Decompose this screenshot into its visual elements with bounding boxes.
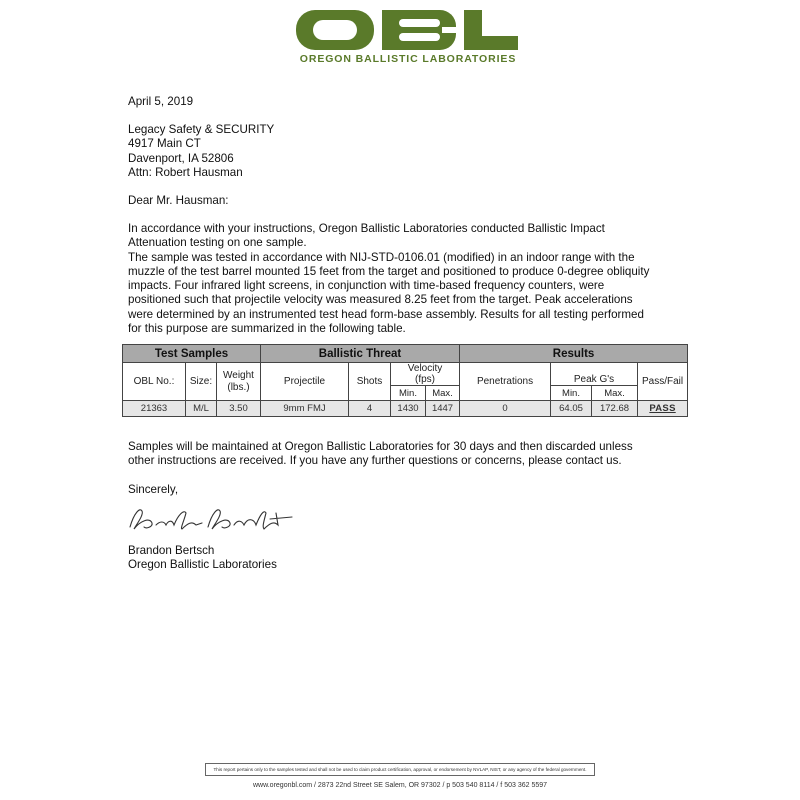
signer-organization: Oregon Ballistic Laboratories <box>128 558 277 572</box>
cell-size: M/L <box>186 401 217 417</box>
cell-velocity-max: 1447 <box>426 401 460 417</box>
header-size: Size: <box>186 363 217 401</box>
body-line: positioned such that projectile velocity was measured 8.25 feet from the target. Peak accelerations <box>128 293 633 307</box>
group-test-samples: Test Samples <box>123 345 261 363</box>
cell-projectile: 9mm FMJ <box>261 401 349 417</box>
cell-penetrations: 0 <box>460 401 551 417</box>
handwritten-signature <box>126 503 298 535</box>
closing-line: other instructions are received. If you have any further questions or concerns, please contact us. <box>128 454 622 468</box>
cell-obl-no: 21363 <box>123 401 186 417</box>
group-results: Results <box>460 345 688 363</box>
body-line: impacts. Four infrared light screens, in conjunction with time-based frequency counters, were <box>128 279 605 293</box>
body-line: for this purpose are summarized in the following table. <box>128 322 406 336</box>
body-line: In accordance with your instructions, Oregon Ballistic Laboratories conducted Ballistic Impact <box>128 222 605 235</box>
header-velocity-min: Min. <box>391 386 426 401</box>
header-penetrations: Penetrations <box>460 363 551 401</box>
salutation: Dear Mr. Hausman: <box>128 194 229 207</box>
header-projectile: Projectile <box>261 363 349 401</box>
header-g-max: Max. <box>592 386 638 401</box>
cell-g-max: 172.68 <box>592 401 638 417</box>
recipient-company: Legacy Safety & SECURITY <box>128 123 275 136</box>
footer-disclaimer: This report pertains only to the samples tested and shall not be used to claim product certification, approval, or endorsement by NVLAP, NIST, or any agency of the federal government. <box>205 763 595 776</box>
signer-block <box>128 544 277 573</box>
recipient-street: 4917 Main CT <box>128 137 201 151</box>
obl-logo-mark <box>296 8 518 56</box>
header-g-min: Min. <box>551 386 592 401</box>
closing-paragraph <box>128 440 633 469</box>
cell-result-pass: PASS <box>638 401 688 417</box>
body-line: The sample was tested in accordance with NIJ-STD-0106.01 (modified) in an indoor range with the <box>128 250 635 264</box>
cell-velocity-min: 1430 <box>391 401 426 417</box>
logo-company-name: OREGON BALLISTIC LABORATORIES <box>299 53 517 65</box>
group-ballistic-threat: Ballistic Threat <box>261 345 460 363</box>
results-table <box>122 344 688 417</box>
cell-weight: 3.50 <box>217 401 261 417</box>
cell-g-min: 64.05 <box>551 401 592 417</box>
closing-line: Samples will be maintained at Oregon Ballistic Laboratories for 30 days and then discarded unless <box>128 440 633 453</box>
recipient-attn: Attn: Robert Hausman <box>128 165 243 179</box>
header-shots: Shots <box>349 363 391 401</box>
letter-date: April 5, 2019 <box>128 95 194 108</box>
body-line: muzzle of the test barrel mounted 15 feet from the target and positioned to produce 0-degree obliquity <box>128 264 650 278</box>
header-pass-fail: Pass/Fail <box>638 363 688 401</box>
header-obl-no: OBL No.: <box>123 363 186 401</box>
footer-address: www.oregonbl.com / 2873 22nd Street SE Salem, OR 97302 / p 503 540 8114 / f 503 362 5597 <box>252 782 548 789</box>
cell-shots: 4 <box>349 401 391 417</box>
header-velocity-max: Max. <box>426 386 460 401</box>
sign-off: Sincerely, <box>128 483 179 496</box>
body-line: Attenuation testing on one sample. <box>128 236 307 250</box>
signer-name: Brandon Bertsch <box>128 544 215 557</box>
recipient-city: Davenport, IA 52806 <box>128 151 234 165</box>
table-row <box>123 401 688 417</box>
header-weight: Weight (lbs.) <box>217 363 261 401</box>
header-velocity: Velocity (fps) <box>391 363 460 386</box>
recipient-address <box>128 123 274 180</box>
body-paragraph <box>128 222 649 336</box>
header-peak-gs: Peak G's <box>551 363 638 386</box>
body-line: were determined by an instrumented test head form-base assembly. Results for all testing performed <box>128 307 644 321</box>
